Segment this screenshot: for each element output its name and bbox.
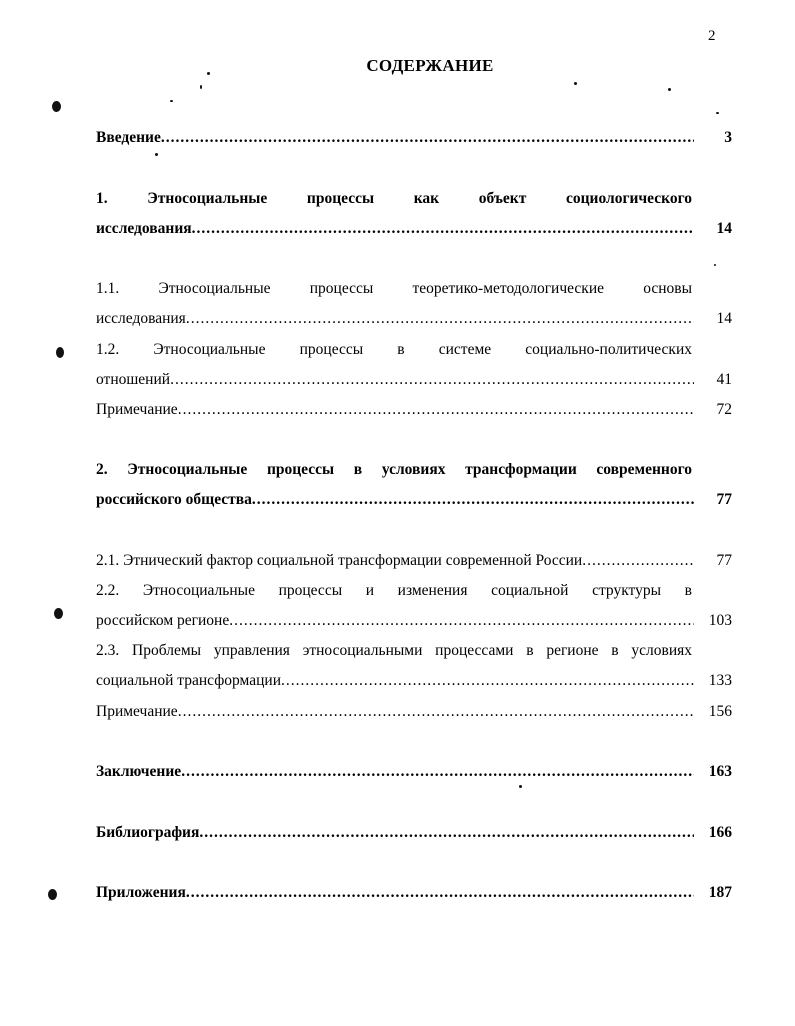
scan-speck <box>668 88 671 91</box>
dot-leader <box>186 878 694 908</box>
toc-page-number: 3 <box>724 129 732 146</box>
dot-leader <box>582 546 694 576</box>
toc-page-number: 187 <box>708 884 732 901</box>
dot-leader <box>199 818 694 848</box>
toc-page-number: 103 <box>708 612 732 629</box>
toc-entry-introduction[interactable] <box>96 123 732 153</box>
toc-entry-heading: 2.3. Проблемы управления этносоциальными процессами в регионе в условиях <box>96 642 692 659</box>
toc-entry-heading: 2. Этносоциальные процессы в условиях трансформации современного <box>96 461 692 478</box>
toc-page-number: 156 <box>708 703 732 720</box>
scan-speck <box>56 347 64 358</box>
toc-entry-section-2-3[interactable] <box>96 636 732 696</box>
toc-entry-label: Примечание <box>96 401 178 418</box>
toc-entry-label: отношений <box>96 371 171 388</box>
toc-page-number: 72 <box>716 401 732 418</box>
toc-entry-appendices[interactable] <box>96 878 732 908</box>
scan-speck <box>207 72 210 75</box>
toc-entry-section-2-1[interactable] <box>96 546 732 576</box>
dot-leader <box>252 485 694 515</box>
dot-leader <box>192 214 694 244</box>
toc-entry-label: Заключение <box>96 763 182 780</box>
toc-page-number: 166 <box>708 824 732 841</box>
dot-leader <box>178 697 694 727</box>
toc-entry-bibliography[interactable] <box>96 818 732 848</box>
toc-entry-heading: 1.2. Этносоциальные процессы в системе социально-политических <box>96 341 692 358</box>
toc-entry-conclusion[interactable] <box>96 757 732 787</box>
dot-leader <box>161 123 694 153</box>
toc-page-number: 14 <box>716 220 732 237</box>
toc-entry-label: социальной трансформации <box>96 672 281 689</box>
toc-entry-section-1-2[interactable] <box>96 335 732 395</box>
scan-speck <box>155 153 158 156</box>
toc-page-number: 14 <box>716 310 732 327</box>
toc-entry-notes-2[interactable] <box>96 697 732 727</box>
scan-speck <box>716 112 719 114</box>
toc-page-number: 133 <box>708 672 732 689</box>
toc-entry-chapter-1[interactable] <box>96 184 732 244</box>
toc-entry-section-2-2[interactable] <box>96 576 732 636</box>
scan-speck <box>714 264 716 266</box>
toc-entry-label: Введение <box>96 129 161 146</box>
scan-speck <box>519 785 522 788</box>
toc-entry-heading: 1.1. Этносоциальные процессы теоретико-методологические основы <box>96 280 692 297</box>
scan-speck <box>52 101 61 112</box>
toc-entry-notes-1[interactable] <box>96 395 732 425</box>
toc-page-number: 41 <box>716 371 732 388</box>
toc-entry-label: российского общества <box>96 491 252 508</box>
toc-entry-label: 2.1. Этнический фактор социальной трансформации современной России <box>96 552 583 569</box>
scan-speck <box>54 608 63 619</box>
toc-entry-heading: 2.2. Этносоциальные процессы и изменения социальной структуры в <box>96 582 692 599</box>
toc-page-number: 77 <box>716 491 732 508</box>
scan-speck <box>170 100 173 102</box>
toc-entry-section-1-1[interactable] <box>96 274 732 334</box>
toc-entry-label: исследования <box>96 220 192 237</box>
dot-leader <box>178 395 694 425</box>
toc-entry-heading: 1. Этносоциальные процессы как объект социологического <box>96 190 692 207</box>
dot-leader <box>229 606 694 636</box>
toc-entry-label: Примечание <box>96 703 178 720</box>
toc-entry-label: исследования <box>96 310 186 327</box>
toc-entry-label: Библиография <box>96 824 200 841</box>
dot-leader <box>186 304 694 334</box>
dot-leader <box>181 757 694 787</box>
scan-speck <box>200 85 202 89</box>
scan-speck <box>48 889 57 900</box>
dot-leader <box>281 666 694 696</box>
toc-page-number: 77 <box>716 552 732 569</box>
toc-entry-label: российском регионе <box>96 612 230 629</box>
scan-speck <box>574 82 577 85</box>
toc-page-number: 163 <box>708 763 732 780</box>
page-title: СОДЕРЖАНИЕ <box>366 56 494 75</box>
toc-entry-label: Приложения <box>96 884 186 901</box>
page-number: 2 <box>708 28 716 44</box>
dot-leader <box>170 365 694 395</box>
toc-entry-chapter-2[interactable] <box>96 455 732 515</box>
